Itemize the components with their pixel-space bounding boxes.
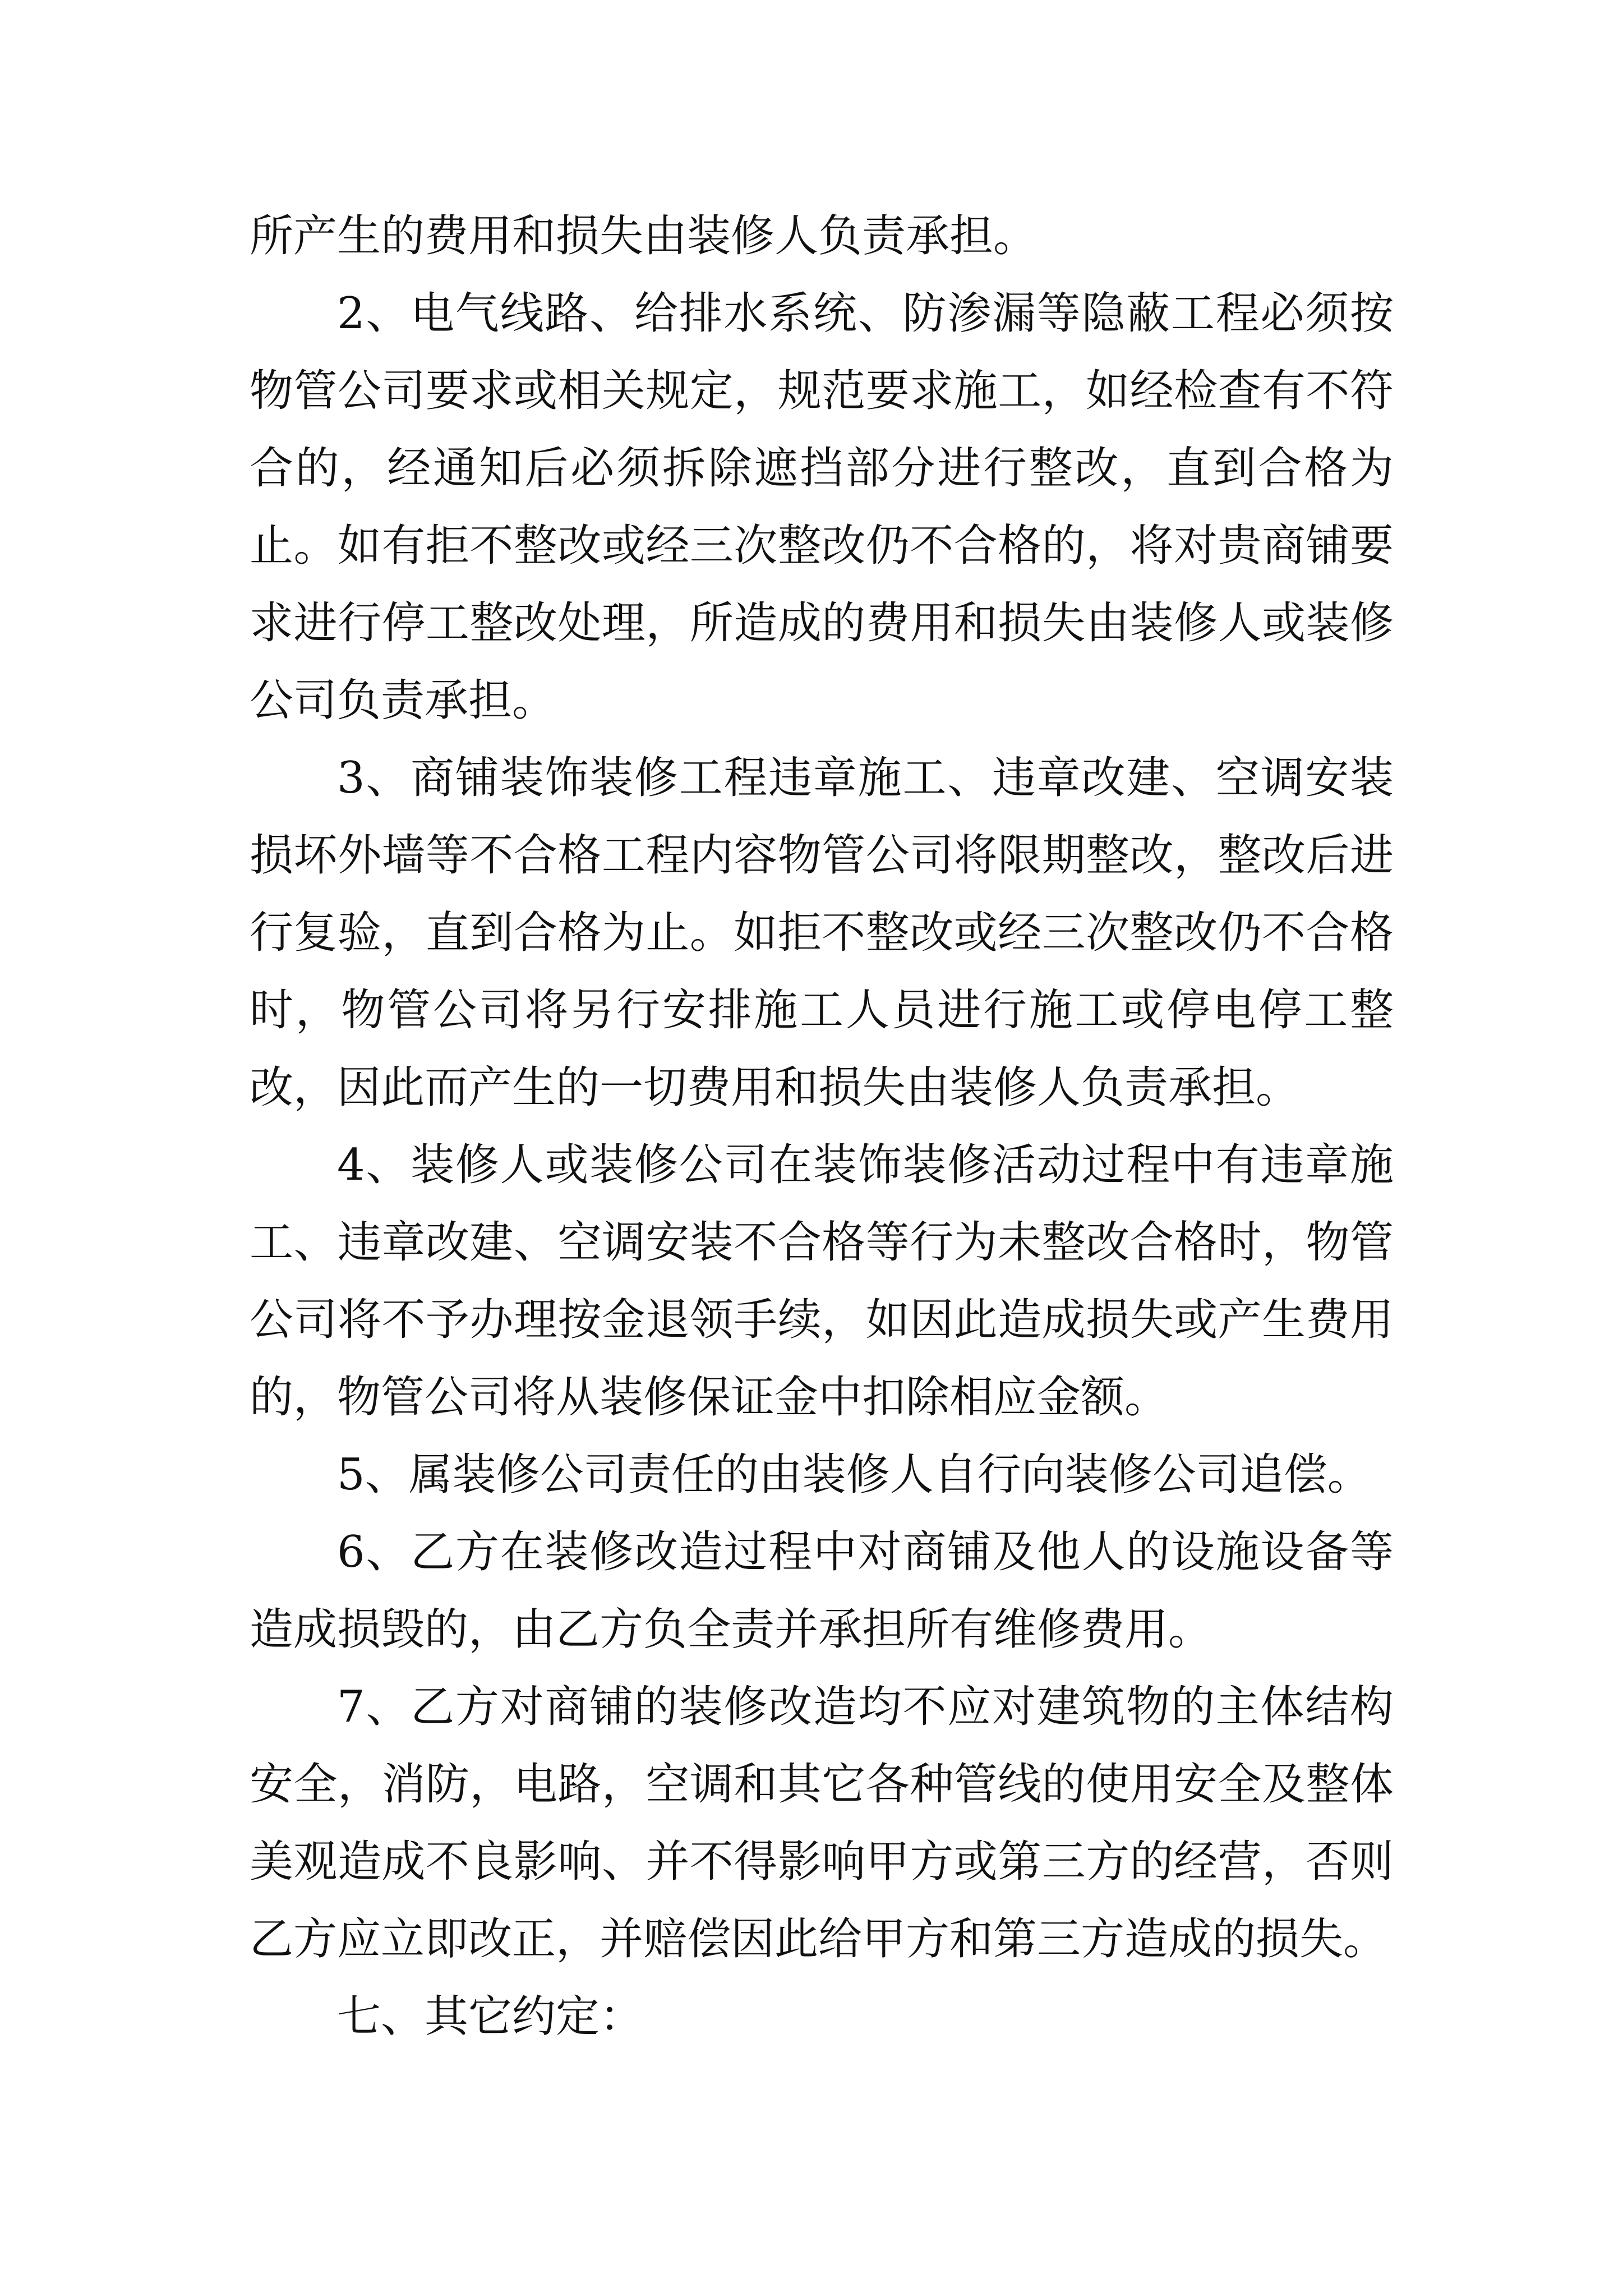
document-page — [250, 197, 1394, 2055]
section-heading-other-agreements: 七、其它约定： — [337, 1991, 644, 2042]
paragraph-clause-6: 6、乙方在装修改造过程中对商铺及他人的设施设备等造成损毁的，由乙方负全责并承担所有维修费用。 — [250, 1527, 1394, 1655]
paragraph-clause-2: 2、电气线路、给排水系统、防渗漏等隐蔽工程必须按物管公司要求或相关规定，规范要求施工，如经检查有不符合的，经通知后必须拆除遮挡部分进行整改，直到合格为止。如有拒不整改或经三次整改仍不合格的，将对贵商铺要求进行停工整改处理，所造成的费用和损失由装修人或装修公司负责承担。 — [250, 288, 1394, 726]
paragraph-continuation: 所产生的费用和损失由装修人负责承担。 — [250, 211, 1038, 261]
paragraph-clause-7: 7、乙方对商铺的装修改造均不应对建筑物的主体结构安全，消防，电路，空调和其它各种管线的使用安全及整体美观造成不良影响、并不得影响甲方或第三方的经营，否则乙方应立即改正，并赔偿因此给甲方和第三方造成的损失。 — [250, 1682, 1394, 1964]
paragraph-clause-5: 5、属装修公司责任的由装修人自行向装修公司追偿。 — [337, 1450, 1371, 1500]
paragraph-clause-3: 3、商铺装饰装修工程违章施工、违章改建、空调安装损坏外墙等不合格工程内容物管公司将限期整改，整改后进行复验，直到合格为止。如拒不整改或经三次整改仍不合格时，物管公司将另行安排施工人员进行施工或停电停工整改，因此而产生的一切费用和损失由装修人负责承担。 — [250, 753, 1394, 1113]
paragraph-clause-4: 4、装修人或装修公司在装饰装修活动过程中有违章施工、违章改建、空调安装不合格等行为未整改合格时，物管公司将不予办理按金退领手续，如因此造成损失或产生费用的，物管公司将从装修保证金中扣除相应金额。 — [250, 1140, 1394, 1423]
